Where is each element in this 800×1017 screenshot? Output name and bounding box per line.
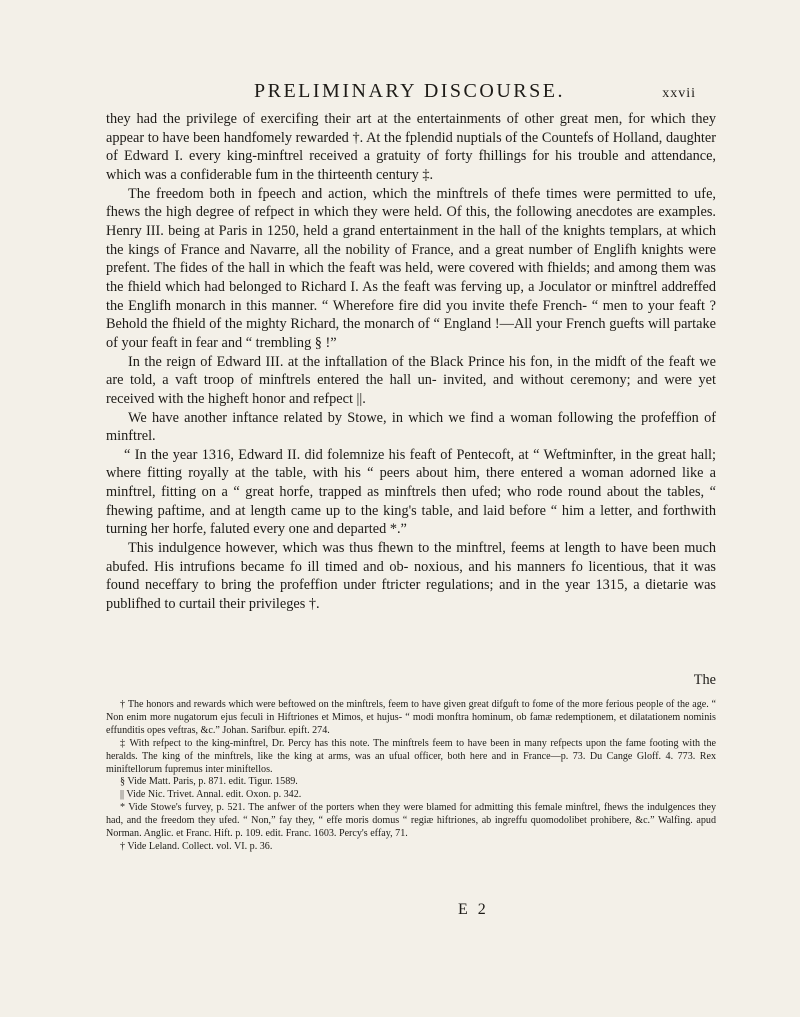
footnote: † Vide Leland. Collect. vol. VI. p. 36. [120, 840, 273, 852]
footnote: || Vide Nic. Trivet. Annal. edit. Oxon. p. 342. [120, 789, 302, 801]
footnote: † The honors and rewards which were beftowed on the minftrels, feem to have given great difguft to fome of the more ferious people of the age. “ Non enim more nugatorum ejus feculi in Hiftriones et Mimos, et hujus- “ modi monftra hominum, ob famæ redemptionem, et dilatationem nominis effunditis opes veftras, &c.” Johan. Sarifbur. epift. 274. [106, 699, 716, 736]
paragraph: they had the privilege of exercifing their art at the entertainments of other great men, for which they appear to have been handfomely rewarded †. At the fplendid nuptials of the Countefs of Holland, daughter of Edward I. every king-minftrel received a gratuity of forty fhillings for his trouble and attendance, which was a confiderable fum in the thirteenth century ‡. [106, 111, 716, 183]
catchword: The [693, 672, 716, 688]
running-head: PRELIMINARY DISCOURSE. [254, 80, 565, 102]
paragraph: This indulgence however, which was thus fhewn to the minftrel, feems at length to have been much abufed. His intrufions became fo ill timed and ob- noxious, and his manners fo licentious, that it was found neceffary to bring the profeffion under ftricter regulations; and in the year 1315, a dietarie was publifhed to curtail their privileges †. [106, 540, 716, 613]
paragraph: In the reign of Edward III. at the inftallation of the Black Prince his fon, in the midft of the feaft we are told, a vaft troop of minftrels entered the hall un- invited, and without ceremony; and were yet received with the higheft honor and refpect ||. [106, 353, 716, 407]
signature-mark: E 2 [458, 901, 489, 918]
paragraph: We have another inftance related by Stowe, in which we find a woman following the profeffion of minftrel. [106, 409, 716, 445]
footnote: § Vide Matt. Paris, p. 871. edit. Tigur. 1589. [120, 776, 298, 788]
paragraph: The freedom both in fpeech and action, which the minftrels of thefe times were permitted to ufe, fhews the high degree of refpect in which they were held. Of this, the following anecdotes are examples. Henry III. being at Paris in 1250, held a grand entertainment in the hall of the knights templars, at which the kings of France and Navarre, all the nobility of France, and a great number of Englifh knights were prefent. The fides of the hall in which the feaft was held, were covered with fhields; and among them was the fhield which had belonged to Richard I. As the feaft was ferving up, a Joculator or minftrel addreffed the Englifh monarch in this manner. “ Wherefore fire did you invite thefe French- “ men to your feaft ? Behold the fhield of the mighty Richard, the monarch of “ England !—All your French guefts will partake of your feaft in fear and “ trembling § !” [106, 185, 716, 351]
footnotes [106, 699, 716, 854]
main-text [106, 110, 716, 614]
quotation-paragraph: “ In the year 1316, Edward II. did folemnize his feaft of Pentecoft, at “ Weftminfter, in the great hall; where fitting royally at the table, with his “ peers about him, there entered a woman adorned like a minftrel, fitting on a “ great horfe, trapped as minftrels then ufed; who rode round about the tables, “ fhewing paftime, and at length came up to the king's table, and laid before “ him a letter, and forthwith turning her horfe, faluted every one and departed *.” [106, 446, 716, 538]
footnote: * Vide Stowe's furvey, p. 521. The anfwer of the porters when they were blamed for admitting this female minftrel, fhews the indulgences they had, and the freedom they ufed. “ Non,” fay they, “ effe moris domus “ regiæ hiftriones, ab ingreffu quomodolibet prohibere, &c.” Walfing. apud Norman. Anglic. et Franc. Hift. p. 109. edit. Franc. 1603. Percy's effay, 71. [106, 802, 716, 840]
footnote: ‡ With refpect to the king-minftrel, Dr. Percy has this note. The minftrels feem to have been in many refpects upon the fame footing with the heralds. The king of the minftrels, like the king at arms, was an ufual officer, both here and in France—p. 73. Du Cange Gloff. 4. 773. Rex miniftellorum fupremus inter miniftellos. [106, 737, 716, 775]
page-number: xxvii [662, 86, 696, 101]
